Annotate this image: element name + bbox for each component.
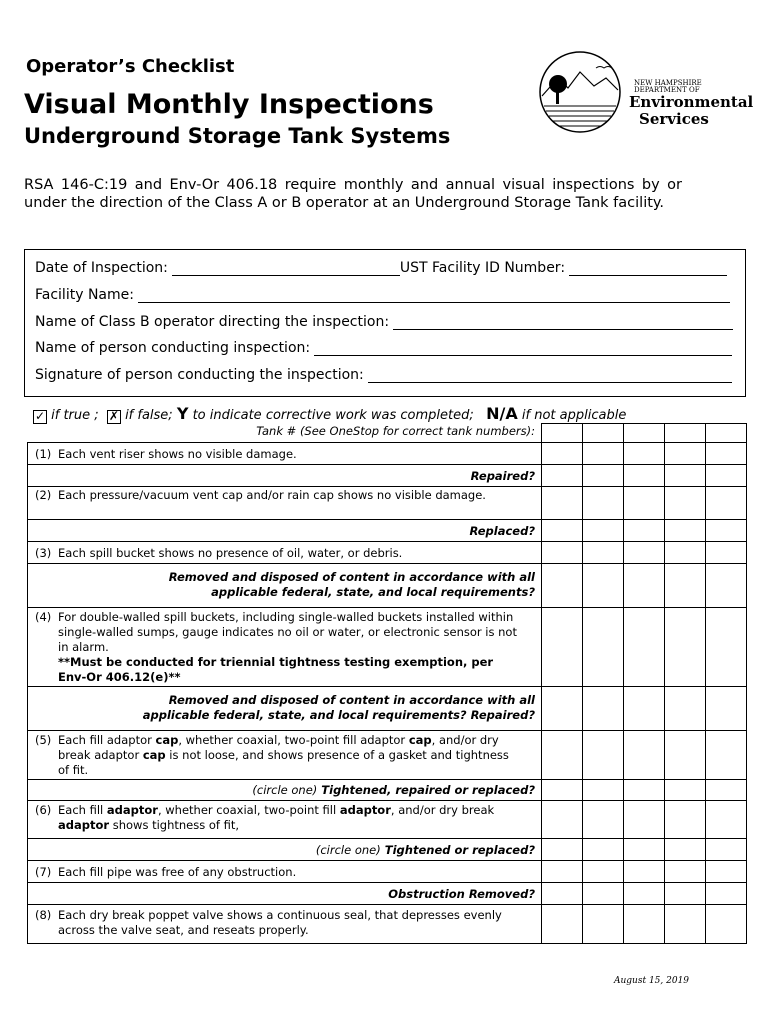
check-cell[interactable] xyxy=(542,487,583,520)
legend-na-text: if not applicable xyxy=(521,408,627,423)
person-label: Name of person conducting inspection: xyxy=(35,340,311,356)
item-number: (7) xyxy=(35,865,52,879)
corrective-question xyxy=(28,780,542,801)
corrective-row-6 xyxy=(28,839,747,861)
check-cell[interactable] xyxy=(665,487,706,520)
check-cell[interactable] xyxy=(583,443,624,465)
tank-header-label: Tank # (See OneStop for correct tank numbers): xyxy=(28,424,542,443)
signature-field[interactable] xyxy=(35,367,732,383)
check-cell[interactable] xyxy=(665,731,706,780)
check-cell[interactable] xyxy=(624,564,665,608)
svg-text:Services: Services xyxy=(639,110,709,128)
checkbox-false-icon: ✗ xyxy=(108,409,119,423)
circle-one-note: (circle one) xyxy=(252,783,318,797)
circle-one-note: (circle one) xyxy=(315,843,381,857)
checklist-row-7 xyxy=(28,861,747,883)
check-cell[interactable] xyxy=(624,905,665,944)
item-text: Each fill adaptor cap, whether coaxial, two-point fill adaptor cap, and/or dry break adaptor cap is not loose, and shows presence of a gasket and tightness of fit. xyxy=(58,733,509,777)
operator-field[interactable] xyxy=(35,314,733,330)
person-input-line[interactable] xyxy=(314,341,732,356)
check-cell[interactable] xyxy=(542,861,583,883)
legend-false-text: if false; xyxy=(125,408,173,423)
operator-input-line[interactable] xyxy=(393,315,733,330)
legend-y-text: to indicate corrective work was completed; xyxy=(192,408,474,423)
check-cell[interactable] xyxy=(665,883,706,905)
check-cell[interactable] xyxy=(583,487,624,520)
check-cell[interactable] xyxy=(706,687,747,731)
corrective-row-4 xyxy=(28,687,747,731)
check-cell[interactable] xyxy=(542,542,583,564)
checklist-row-6 xyxy=(28,801,747,839)
facility-field[interactable] xyxy=(35,287,730,303)
tank-number-cell[interactable] xyxy=(624,424,665,443)
checklist-row-1 xyxy=(28,443,747,465)
svg-text:NEW HAMPSHIRE: NEW HAMPSHIRE xyxy=(634,79,702,87)
item-number: (2) xyxy=(35,488,52,502)
check-cell[interactable] xyxy=(706,861,747,883)
svg-text:Environmental: Environmental xyxy=(629,93,754,111)
svg-text:DEPARTMENT OF: DEPARTMENT OF xyxy=(634,86,700,94)
check-cell[interactable] xyxy=(706,801,747,839)
document-subtitle: Operator’s Checklist xyxy=(26,56,235,77)
corrective-question: Replaced? xyxy=(28,520,542,542)
check-cell[interactable] xyxy=(624,883,665,905)
check-cell[interactable] xyxy=(706,564,747,608)
tank-number-cell[interactable] xyxy=(706,424,747,443)
corrective-row-2 xyxy=(28,520,747,542)
check-cell[interactable] xyxy=(665,801,706,839)
item-text: Each dry break poppet valve shows a continuous seal, that depresses evenly across the valve seat, and reseats properly. xyxy=(58,908,502,937)
intro-paragraph: RSA 146-C:19 and Env-Or 406.18 require monthly and annual visual inspections by or under the direction of the Class A or B operator at an Underground Storage Tank facility. xyxy=(24,177,682,211)
item-number: (4) xyxy=(35,610,52,624)
check-cell[interactable] xyxy=(583,839,624,861)
person-field[interactable] xyxy=(35,340,732,356)
corrective-question-line: Removed and disposed of content in accordance with all xyxy=(168,570,535,584)
check-cell[interactable] xyxy=(624,443,665,465)
corrective-question: Repaired? xyxy=(28,465,542,487)
check-cell[interactable] xyxy=(583,731,624,780)
tank-number-cell[interactable] xyxy=(583,424,624,443)
check-cell[interactable] xyxy=(706,780,747,801)
check-cell[interactable] xyxy=(706,520,747,542)
check-cell[interactable] xyxy=(542,520,583,542)
check-cell[interactable] xyxy=(706,608,747,687)
item-number: (3) xyxy=(35,546,52,560)
corrective-question: Obstruction Removed? xyxy=(28,883,542,905)
check-cell[interactable] xyxy=(624,542,665,564)
checklist-row-4 xyxy=(28,608,747,687)
check-cell[interactable] xyxy=(583,542,624,564)
check-cell[interactable] xyxy=(583,520,624,542)
check-cell[interactable] xyxy=(583,465,624,487)
corrective-question-text: Tightened or replaced? xyxy=(384,843,535,857)
item-text: Each pressure/vacuum vent cap and/or rain cap shows no visible damage. xyxy=(58,488,486,502)
item-number: (6) xyxy=(35,803,52,817)
inspection-checklist-table xyxy=(27,423,747,944)
check-cell[interactable] xyxy=(624,731,665,780)
operator-label: Name of Class B operator directing the inspection: xyxy=(35,314,390,330)
legend-true-text: if true ; xyxy=(51,408,99,423)
corrective-question-text: Tightened, repaired or replaced? xyxy=(321,783,535,797)
check-cell[interactable] xyxy=(665,780,706,801)
corrective-question-line: Removed and disposed of content in accordance with all xyxy=(168,693,535,707)
ust-id-input-line[interactable] xyxy=(569,261,727,276)
signature-input-line[interactable] xyxy=(368,368,732,383)
check-cell[interactable] xyxy=(583,608,624,687)
check-cell[interactable] xyxy=(665,608,706,687)
corrective-row-7 xyxy=(28,883,747,905)
check-cell[interactable] xyxy=(665,564,706,608)
check-cell[interactable] xyxy=(706,487,747,520)
corrective-question xyxy=(28,839,542,861)
check-cell[interactable] xyxy=(665,542,706,564)
check-cell[interactable] xyxy=(583,883,624,905)
corrective-question xyxy=(28,687,542,731)
nh-des-logo xyxy=(536,48,754,138)
corrective-row-1 xyxy=(28,465,747,487)
checklist-row-8 xyxy=(28,905,747,944)
check-cell[interactable] xyxy=(706,839,747,861)
item-text: Each spill bucket shows no presence of oil, water, or debris. xyxy=(58,546,403,560)
corrective-question xyxy=(28,564,542,608)
check-cell[interactable] xyxy=(665,905,706,944)
document-title: Visual Monthly Inspections xyxy=(24,89,434,120)
check-cell[interactable] xyxy=(624,801,665,839)
check-cell[interactable] xyxy=(665,861,706,883)
check-cell[interactable] xyxy=(583,687,624,731)
facility-label: Facility Name: xyxy=(35,287,134,303)
check-cell[interactable] xyxy=(624,520,665,542)
check-cell[interactable] xyxy=(706,443,747,465)
check-cell[interactable] xyxy=(542,564,583,608)
check-cell[interactable] xyxy=(665,443,706,465)
ust-id-label: UST Facility ID Number: xyxy=(399,260,566,276)
check-cell[interactable] xyxy=(706,465,747,487)
check-cell[interactable] xyxy=(624,861,665,883)
check-cell[interactable] xyxy=(624,687,665,731)
tank-number-cell[interactable] xyxy=(665,424,706,443)
item-text: Each fill adaptor, whether coaxial, two-point fill adaptor, and/or dry break adaptor shows tightness of fit, xyxy=(58,803,495,832)
legend-y-mark: Y xyxy=(176,404,189,423)
check-cell[interactable] xyxy=(542,608,583,687)
item-text: For double-walled spill buckets, including single-walled buckets installed within single-walled sumps, gauge indicates no oil or water, or electronic sensor is not in alarm. **Must be conducted for triennial tightness testing exemption, per Env-Or 406.12(e)** xyxy=(58,610,517,684)
item-number: (5) xyxy=(35,733,52,747)
check-cell[interactable] xyxy=(542,883,583,905)
inspection-info-box xyxy=(24,249,746,397)
check-cell[interactable] xyxy=(542,839,583,861)
legend xyxy=(33,404,626,424)
check-cell[interactable] xyxy=(542,780,583,801)
document-date-footer: August 15, 2019 xyxy=(614,976,690,986)
check-cell[interactable] xyxy=(624,780,665,801)
checkbox-true-icon: ✓ xyxy=(34,409,46,423)
check-cell[interactable] xyxy=(665,687,706,731)
date-label: Date of Inspection: xyxy=(35,260,168,276)
checklist-row-3 xyxy=(28,542,747,564)
check-cell[interactable] xyxy=(583,564,624,608)
date-field[interactable] xyxy=(35,260,727,276)
check-cell[interactable] xyxy=(706,905,747,944)
checklist-row-5 xyxy=(28,731,747,780)
check-cell[interactable] xyxy=(583,780,624,801)
corrective-question-line: applicable federal, state, and local requirements? xyxy=(211,585,535,599)
document-title-secondary: Underground Storage Tank Systems xyxy=(24,124,451,148)
facility-input-line[interactable] xyxy=(138,288,730,303)
check-cell[interactable] xyxy=(583,905,624,944)
check-cell[interactable] xyxy=(542,905,583,944)
item-text: Each fill pipe was free of any obstruction. xyxy=(58,865,297,879)
check-cell[interactable] xyxy=(624,608,665,687)
check-cell[interactable] xyxy=(624,465,665,487)
date-input-line[interactable] xyxy=(172,261,400,276)
check-cell[interactable] xyxy=(542,731,583,780)
tank-header-row xyxy=(28,424,747,443)
checklist-row-2 xyxy=(28,487,747,520)
item-text: Each vent riser shows no visible damage. xyxy=(58,447,297,461)
signature-label: Signature of person conducting the inspection: xyxy=(35,367,364,383)
item-number: (8) xyxy=(35,908,52,922)
tank-number-cell[interactable] xyxy=(542,424,583,443)
check-cell[interactable] xyxy=(624,839,665,861)
check-cell[interactable] xyxy=(665,520,706,542)
corrective-row-5 xyxy=(28,780,747,801)
corrective-row-3 xyxy=(28,564,747,608)
item-number: (1) xyxy=(35,447,52,461)
check-cell[interactable] xyxy=(583,861,624,883)
check-cell[interactable] xyxy=(706,883,747,905)
check-cell[interactable] xyxy=(542,443,583,465)
check-cell[interactable] xyxy=(583,801,624,839)
check-cell[interactable] xyxy=(706,731,747,780)
check-cell[interactable] xyxy=(542,465,583,487)
legend-na-mark: N/A xyxy=(486,404,518,423)
check-cell[interactable] xyxy=(542,687,583,731)
check-cell[interactable] xyxy=(706,542,747,564)
corrective-question-line: applicable federal, state, and local requirements? Repaired? xyxy=(142,708,535,722)
check-cell[interactable] xyxy=(624,487,665,520)
check-cell[interactable] xyxy=(665,839,706,861)
check-cell[interactable] xyxy=(665,465,706,487)
check-cell[interactable] xyxy=(542,801,583,839)
